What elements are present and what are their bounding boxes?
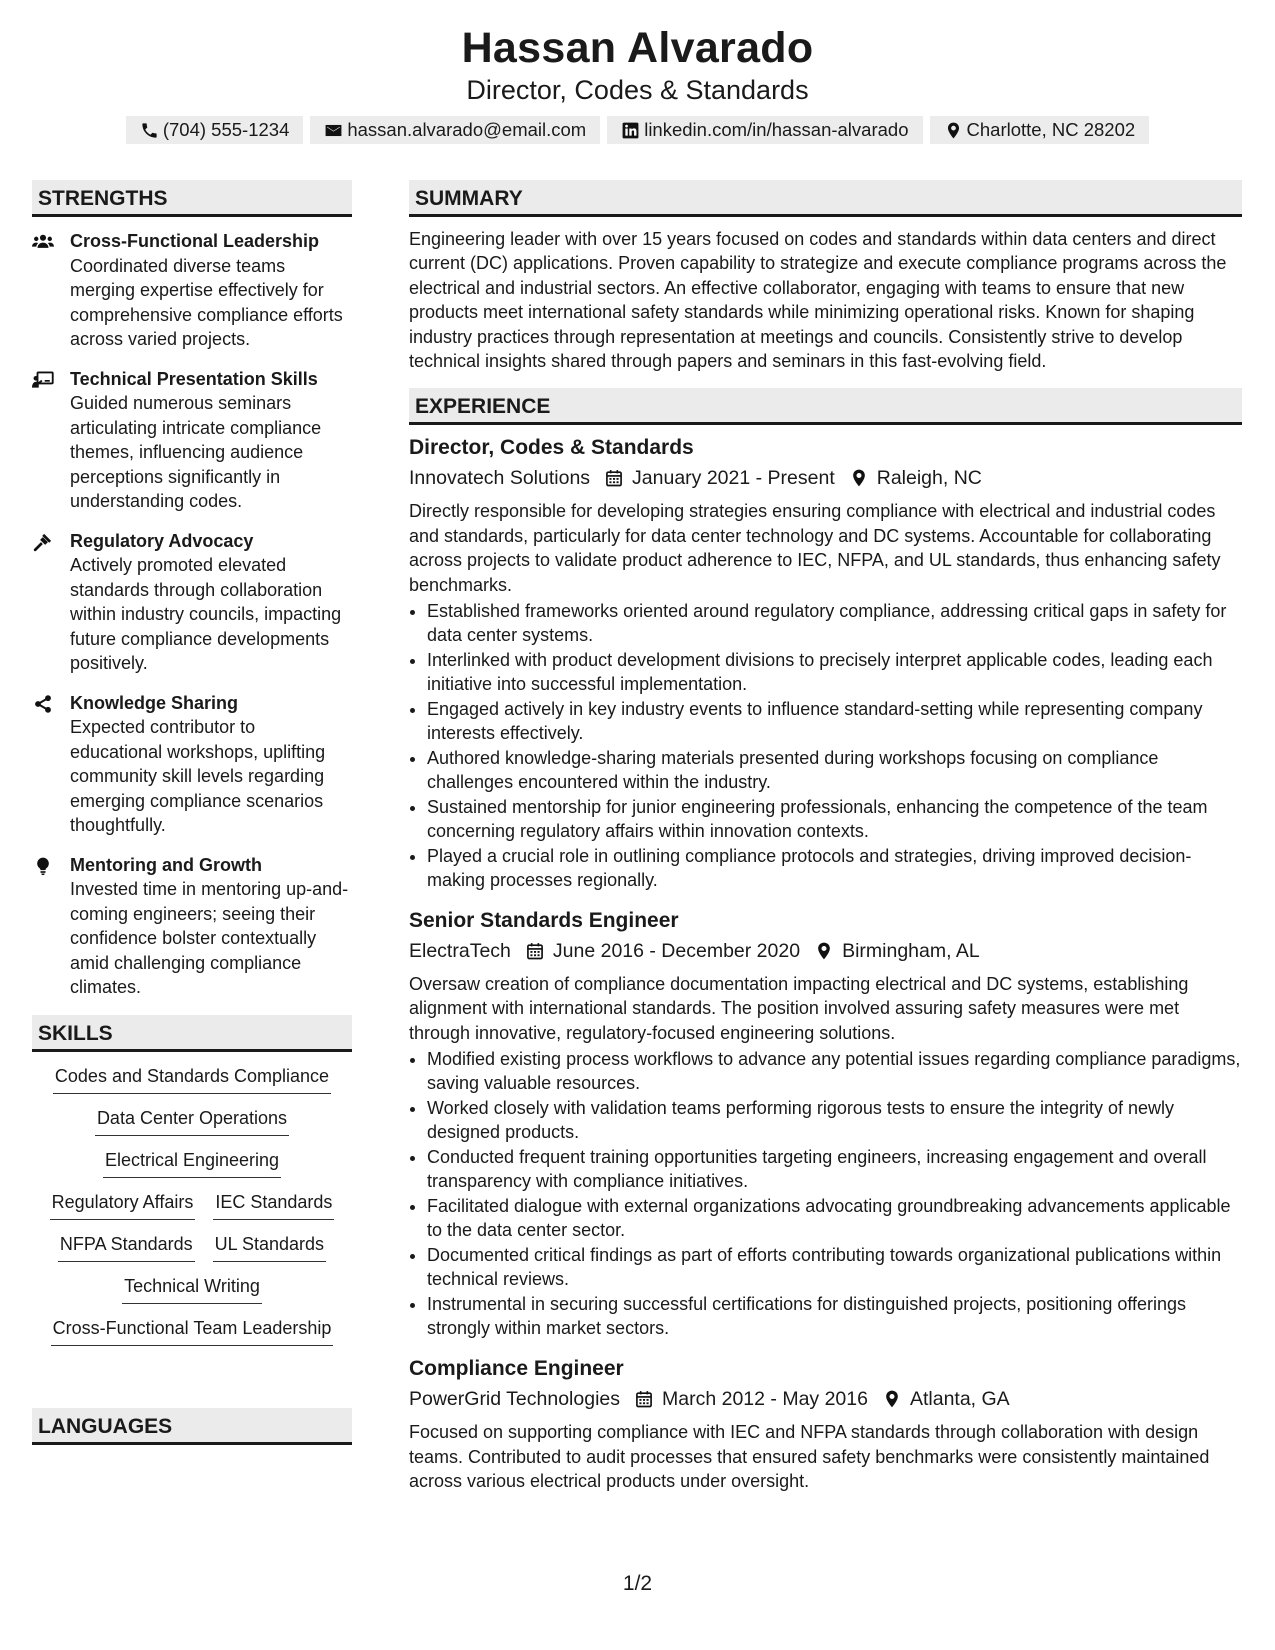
job-bullet: • Engaged actively in key industry events to influence standard-setting while representing company interests effectively. (427, 697, 1242, 745)
phone-text: (704) 555-1234 (162, 119, 290, 140)
strength-text: Coordinated diverse teams merging expertise effectively for comprehensive compliance efforts across varied projects. (70, 255, 343, 349)
left-column (32, 180, 352, 1445)
strengths-list (32, 229, 352, 1000)
job-bullet: • Modified existing process workflows to advance any potential issues regarding compliance paradigms, saving valuable resources. (427, 1047, 1242, 1095)
skills-section (32, 1015, 352, 1346)
job-location: Atlanta, GA (909, 1388, 1010, 1411)
job-title: Compliance Engineer (409, 1357, 624, 1381)
skills-row (32, 1274, 352, 1304)
job-bullet: • Worked closely with validation teams performing rigorous tests to ensure the integrity of newly designed products. (427, 1096, 1242, 1144)
linkedin-icon (621, 121, 640, 140)
job-entry (409, 1354, 1242, 1493)
skills-heading: SKILLS (32, 1015, 352, 1052)
strength-title: Knowledge Sharing (70, 692, 239, 713)
contact-email[interactable] (310, 116, 600, 144)
skill-tag: Data Center Operations (95, 1106, 289, 1136)
job-description: Directly responsible for developing strategies ensuring compliance with electrical and industrial codes and standards, particularly for data center technology and DC systems. Accountable for collaborating across projects to validate product adherence to IEC, NFPA, and UL standards, thus enhancing safety benchmarks. (409, 501, 1221, 595)
location-text: Charlotte, NC 28202 (966, 119, 1136, 140)
linkedin-text: linkedin.com/in/hassan-alvarado (644, 119, 909, 140)
skill-tag: Electrical Engineering (103, 1148, 281, 1178)
strength-item (32, 229, 352, 352)
skill-tag: Regulatory Affairs (50, 1190, 196, 1220)
skills-row (32, 1316, 352, 1346)
job-bullet: • Played a crucial role in outlining compliance protocols and strategies, driving improved decision-making processes regionally. (427, 844, 1242, 892)
skill-tag: Technical Writing (122, 1274, 262, 1304)
resume-header (0, 22, 1275, 144)
skill-tag: UL Standards (213, 1232, 326, 1262)
languages-heading: LANGUAGES (32, 1408, 352, 1445)
job-company: ElectraTech (409, 940, 511, 963)
job-dates: March 2012 - May 2016 (662, 1388, 868, 1411)
strength-text: Expected contributor to educational workshops, uplifting community skill levels regarding emerging compliance scenarios thoughtfully. (70, 717, 326, 835)
strength-title: Mentoring and Growth (70, 854, 262, 875)
summary-heading: SUMMARY (409, 180, 1242, 217)
job-bullet: • Authored knowledge-sharing materials presented during workshops focusing on compliance challenges encountered within the industry. (427, 746, 1242, 794)
strength-text: Invested time in mentoring up-and-coming engineers; seeing their confidence bolster contextually amid challenging compliance climates. (70, 879, 349, 997)
job-location: Birmingham, AL (842, 940, 980, 963)
job-title: Director, Codes & Standards (409, 436, 694, 460)
presentation-icon (32, 370, 54, 390)
contact-linkedin[interactable] (607, 116, 922, 144)
candidate-name: Hassan Alvarado (461, 24, 814, 72)
map-pin-icon (882, 1389, 902, 1409)
share-icon (32, 694, 54, 714)
skills-row (32, 1064, 352, 1094)
job-company: Innovatech Solutions (409, 467, 591, 490)
map-pin-icon (814, 941, 834, 961)
job-bullet: • Interlinked with product development divisions to precisely interpret applicable codes, leading each initiative into successful implementation. (427, 648, 1242, 696)
job-bullets (409, 1047, 1242, 1340)
phone-icon (140, 121, 159, 140)
strength-title: Regulatory Advocacy (70, 530, 254, 551)
strength-item (32, 853, 352, 1000)
job-dates: January 2021 - Present (632, 467, 835, 490)
skills-row (32, 1190, 352, 1220)
map-pin-icon (849, 468, 869, 488)
job-description: Focused on supporting compliance with IEC and NFPA standards through collaboration with design teams. Contributed to audit processes that ensured safety benchmarks were consistently maintained across various electrical products under oversight. (409, 1422, 1210, 1492)
strength-item (32, 691, 352, 838)
strength-text: Guided numerous seminars articulating intricate compliance themes, influencing audience perceptions significantly in understanding codes. (70, 393, 322, 511)
contact-location (930, 116, 1150, 144)
skills-row (32, 1148, 352, 1178)
job-bullet: • Established frameworks oriented around regulatory compliance, addressing critical gaps in safety for data center systems. (427, 599, 1242, 647)
envelope-icon (324, 121, 343, 140)
job-entry (409, 433, 1242, 892)
candidate-title: Director, Codes & Standards (466, 75, 809, 105)
email-text: hassan.alvarado@email.com (347, 119, 587, 140)
job-company: PowerGrid Technologies (409, 1388, 621, 1411)
skills-row (32, 1232, 352, 1262)
job-meta (409, 463, 1242, 493)
strength-item (32, 529, 352, 676)
job-dates: June 2016 - December 2020 (552, 940, 801, 963)
job-bullet: • Sustained mentorship for junior engineering professionals, enhancing the competence of the team concerning regulatory affairs within innovation contexts. (427, 795, 1242, 843)
skill-tag: NFPA Standards (58, 1232, 195, 1262)
job-bullets (409, 599, 1242, 892)
calendar-icon (525, 941, 545, 961)
summary-text: Engineering leader with over 15 years focused on codes and standards within data centers and direct current (DC) applications. Proven capability to strategize and execute compliance programs across the electrical and industrial sectors. An effective collaborator, engaging with teams to ensure that new products meet international safety standards while minimizing operational risks. Known for shaping industry practices through representation at meetings and councils. Consistently strive to develop technical insights shared through papers and seminars in this fast-evolving field. (409, 229, 1227, 372)
job-bullet: • Facilitated dialogue with external organizations advocating groundbreaking advancements applicable to the data center sector. (427, 1194, 1242, 1242)
job-description: Oversaw creation of compliance documentation impacting electrical and DC systems, establishing alignment with international standards. The position involved assuring safety measures were met through innovative, regulatory-focused engineering solutions. (409, 974, 1189, 1043)
contact-bar (0, 116, 1275, 144)
contact-phone[interactable] (126, 116, 304, 144)
users-icon (32, 232, 54, 252)
job-bullet: • Conducted frequent training opportunities targeting engineers, increasing engagement and overall transparency with compliance initiatives. (427, 1145, 1242, 1193)
gavel-icon (32, 532, 54, 552)
calendar-icon (634, 1389, 654, 1409)
experience-heading: EXPERIENCE (409, 388, 1242, 425)
skills-list (32, 1052, 352, 1346)
map-pin-icon (944, 121, 963, 140)
lightbulb-icon (32, 856, 54, 876)
right-column (409, 180, 1242, 1494)
job-location: Raleigh, NC (876, 467, 982, 490)
skill-tag: Cross-Functional Team Leadership (51, 1316, 334, 1346)
job-meta (409, 936, 1242, 966)
skill-tag: Codes and Standards Compliance (53, 1064, 331, 1094)
job-bullet: • Instrumental in securing successful certifications for distinguished projects, positioning offerings strongly within market sectors. (427, 1292, 1242, 1340)
strength-text: Actively promoted elevated standards through collaboration within industry councils, impacting future compliance developments positively. (70, 555, 342, 673)
strength-title: Cross-Functional Leadership (70, 231, 320, 251)
calendar-icon (604, 468, 624, 488)
job-bullet: • Documented critical findings as part of efforts contributing towards organizational publications within technical reviews. (427, 1243, 1242, 1291)
skills-row (32, 1106, 352, 1136)
strength-title: Technical Presentation Skills (70, 368, 318, 389)
job-entry (409, 906, 1242, 1340)
job-title: Senior Standards Engineer (409, 909, 679, 933)
page-number: 1/2 (622, 1572, 653, 1595)
strength-item (32, 367, 352, 514)
strengths-heading: STRENGTHS (32, 180, 352, 217)
job-meta (409, 1384, 1242, 1414)
skill-tag: IEC Standards (213, 1190, 334, 1220)
